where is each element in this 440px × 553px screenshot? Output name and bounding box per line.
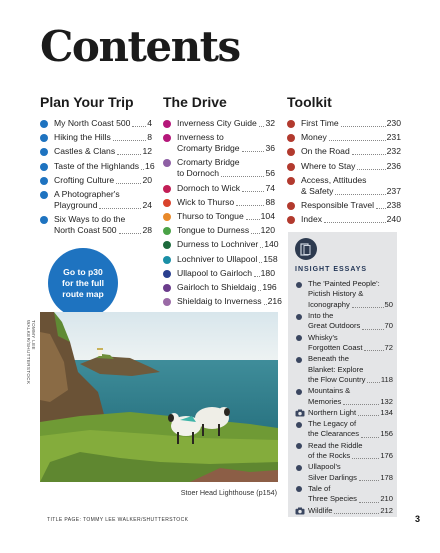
toc-entry-title: Gairloch to Shieldaig <box>177 281 257 292</box>
insight-page-number: 50 <box>384 299 393 309</box>
toc-entry-title: Inverness City Guide <box>177 118 257 128</box>
toc-entry-title: Taste of the Highlands <box>54 160 140 171</box>
dot-leader <box>361 437 379 438</box>
dot-leader <box>329 140 386 141</box>
toc-entry[interactable] <box>287 146 401 157</box>
toc-entry-title: Crofting Culture <box>54 174 115 185</box>
toc-page-number: 236 <box>386 160 401 171</box>
bullet-dot <box>287 120 295 128</box>
insight-essay-title: Great Outdoors <box>308 321 361 331</box>
toc-entry[interactable] <box>163 268 275 279</box>
bullet-dot <box>296 422 302 428</box>
insight-essay-entry[interactable] <box>295 279 393 310</box>
toc-entry[interactable] <box>163 183 275 194</box>
bullet-dot <box>287 148 295 156</box>
insight-essays-title: INSIGHT ESSAYS <box>295 266 368 273</box>
page-number: 3 <box>414 514 420 524</box>
toc-entry[interactable] <box>163 132 275 154</box>
bullet-dot <box>40 191 48 199</box>
toc-entry-title: Thurso to Tongue <box>177 210 244 221</box>
dot-leader <box>117 154 141 155</box>
title-page-credit: TITLE PAGE: TOMMY LEE WALKER/SHUTTERSTOCK <box>47 517 189 523</box>
insight-essay-entry[interactable] <box>295 386 393 407</box>
dot-leader <box>141 169 144 170</box>
toc-page-number: 232 <box>386 146 401 157</box>
dot-leader <box>260 247 263 248</box>
toc-entry-title: Tongue to Durness <box>177 225 250 236</box>
toc-entry-title: Castles & Clans <box>54 146 116 157</box>
bullet-dot <box>40 148 48 156</box>
insight-essay-title: Whisky's <box>308 332 338 342</box>
bullet-dot <box>296 443 302 449</box>
dot-leader <box>376 208 386 209</box>
insight-page-number: 212 <box>380 505 393 515</box>
toc-entry[interactable] <box>163 253 278 265</box>
toc-page-number: 240 <box>386 214 401 225</box>
drive-list <box>163 118 282 307</box>
toc-entry[interactable] <box>163 118 275 129</box>
bullet-dot <box>287 216 295 224</box>
toc-entry[interactable] <box>40 175 152 186</box>
section-heading: Toolkit <box>287 94 332 110</box>
bullet-dot <box>163 185 171 193</box>
insight-page-number: 176 <box>380 451 393 461</box>
toc-page-number: 36 <box>265 143 275 154</box>
toc-page-number: 12 <box>142 146 152 157</box>
insight-essay-entry[interactable] <box>295 354 393 385</box>
dot-leader <box>251 233 260 234</box>
insight-essay-title: Read the Riddle <box>308 440 363 450</box>
toc-entry-title: My North Coast 500 <box>54 118 131 128</box>
bullet-dot <box>296 357 302 363</box>
toc-entry[interactable] <box>163 197 275 208</box>
page-title: Contents <box>40 22 240 71</box>
route-map-callout-text: Go to p30 for the full route map <box>61 266 104 299</box>
insight-page-number: 132 <box>380 396 393 406</box>
toc-entry-title: Lochniver to Ullapool <box>177 253 258 264</box>
toc-entry[interactable] <box>40 146 152 157</box>
insight-essay-title: of the Rocks <box>308 451 351 461</box>
insight-essay-title: Silver Darlings <box>308 472 357 482</box>
dot-leader <box>259 262 262 263</box>
stoer-head-photo <box>40 312 278 482</box>
dot-leader <box>254 276 260 277</box>
toc-page-number: 4 <box>147 118 152 128</box>
dot-leader <box>258 290 261 291</box>
dot-leader <box>335 194 385 195</box>
toc-entry-title: Wick to Thurso <box>177 196 235 207</box>
toc-entry[interactable] <box>287 214 401 225</box>
bullet-dot <box>296 314 302 320</box>
toolkit-section <box>287 94 401 228</box>
dot-leader <box>357 169 385 170</box>
insight-essay-title: Iconography <box>308 299 350 309</box>
insight-essay-title: Forgotten Coast <box>308 343 363 353</box>
toc-page-number: 237 <box>386 185 401 196</box>
section-heading: The Drive <box>163 94 227 110</box>
section-heading: Plan Your Trip <box>40 94 134 110</box>
toc-entry[interactable] <box>163 225 275 236</box>
dot-leader <box>132 126 146 127</box>
toc-page-number: 28 <box>142 225 152 236</box>
insight-essay-entry[interactable] <box>295 419 393 440</box>
insight-essay-entry[interactable] <box>295 506 393 516</box>
dot-leader <box>259 126 265 127</box>
toc-page-number: 24 <box>142 199 152 210</box>
dot-leader <box>352 154 386 155</box>
insight-essay-entry[interactable] <box>295 311 393 332</box>
insight-essay-entry[interactable] <box>295 484 393 505</box>
route-map-callout[interactable] <box>48 248 118 318</box>
insight-essay-entry[interactable] <box>295 441 393 462</box>
toc-page-number: 8 <box>147 132 152 143</box>
dot-leader <box>242 191 264 192</box>
bullet-dot <box>40 163 48 171</box>
insight-page-number: 72 <box>384 343 393 353</box>
insight-essay-entry[interactable] <box>295 408 393 418</box>
dot-leader <box>358 415 379 416</box>
dot-leader <box>359 480 379 481</box>
bullet-dot <box>40 120 48 128</box>
toc-page-number: 231 <box>386 132 401 143</box>
toc-page-number: 32 <box>265 118 275 128</box>
toc-page-number: 74 <box>265 182 275 193</box>
dot-leader <box>119 233 142 234</box>
toc-page-number: 216 <box>267 296 282 307</box>
insight-page-number: 178 <box>380 472 393 482</box>
insight-page-number: 156 <box>380 429 393 439</box>
toc-entry-title: Money <box>301 132 327 143</box>
plan-your-trip-section <box>40 94 155 239</box>
toc-page-number: 196 <box>262 281 277 292</box>
bullet-dot <box>163 241 171 249</box>
insight-essay-entry[interactable] <box>295 462 393 483</box>
insight-essay-title: Tale of <box>308 483 331 493</box>
insight-essays-list <box>295 279 393 517</box>
bullet-dot <box>163 213 171 221</box>
toc-entry-title: A Photographer's <box>54 188 120 199</box>
dot-leader <box>116 183 141 184</box>
toc-entry-title: Hiking the Hills <box>54 132 111 143</box>
bullet-dot <box>296 486 302 492</box>
dot-leader <box>367 382 379 383</box>
dot-leader <box>364 350 383 351</box>
insight-essay-title: Pictish History & <box>308 289 364 299</box>
toc-entry[interactable] <box>163 239 279 250</box>
dot-leader <box>246 219 260 220</box>
bullet-dot <box>296 465 302 471</box>
toc-entry[interactable] <box>163 211 275 222</box>
toc-entry-title: Responsible Travel <box>301 199 375 210</box>
toc-entry-title: Six Ways to do the <box>54 214 126 225</box>
insight-essay-title: Three Species <box>308 494 357 504</box>
insight-essay-title: Northern Light <box>308 407 357 417</box>
toc-entry-title: Access, Attitudes <box>301 174 367 185</box>
toc-page-number: 104 <box>260 210 275 221</box>
toc-page-number: 158 <box>263 253 278 264</box>
insight-essay-title: Into the <box>308 311 334 321</box>
bullet-dot <box>40 134 48 142</box>
toc-entry[interactable] <box>287 175 401 197</box>
insight-essay-title: Blanket: Explore <box>308 364 364 374</box>
bullet-dot <box>287 177 295 185</box>
dot-leader <box>334 513 379 514</box>
dot-leader <box>99 208 141 209</box>
insight-page-number: 70 <box>384 321 393 331</box>
bullet-dot <box>40 216 48 224</box>
insight-essay-title: the Clearances <box>308 429 360 439</box>
bullet-dot <box>287 202 295 210</box>
toc-entry[interactable] <box>40 118 152 129</box>
toc-entry[interactable] <box>287 200 401 211</box>
toc-entry-title-cont: Playground <box>54 199 98 210</box>
toc-entry[interactable] <box>163 282 275 293</box>
toc-entry-title: Cromarty Bridge <box>177 157 240 168</box>
toc-entry-title-cont: North Coast 500 <box>54 225 117 236</box>
toc-entry-title: Inverness to <box>177 132 224 143</box>
dot-leader <box>362 329 383 330</box>
toc-entry-title: Durness to Lochniver <box>177 239 259 250</box>
book-icon <box>295 238 317 260</box>
dot-leader <box>359 502 379 503</box>
camera-icon <box>295 507 305 518</box>
toc-page-number: 120 <box>260 225 275 236</box>
bullet-dot <box>163 227 171 235</box>
toc-entry-title: Shieldaig to Inverness <box>177 296 262 307</box>
bullet-dot <box>163 256 171 264</box>
photo-credit: TOMMY LEE WALKER/SHUTTERSTOCK <box>26 320 36 385</box>
toc-page-number: 180 <box>260 267 275 278</box>
insight-essay-title: Wildlife <box>308 505 333 515</box>
the-drive-section <box>163 94 282 310</box>
toc-entry[interactable] <box>287 118 401 129</box>
toc-entry-title: First Time <box>301 118 339 128</box>
insight-essay-title: the Flow Country <box>308 375 366 385</box>
bullet-dot <box>163 134 171 142</box>
dot-leader <box>242 151 265 152</box>
bullet-dot <box>163 298 171 306</box>
insight-essay-title: Ullapool's <box>308 462 341 472</box>
bullet-dot <box>163 270 171 278</box>
dot-leader <box>352 458 379 459</box>
bullet-dot <box>287 163 295 171</box>
toc-entry[interactable] <box>287 161 401 172</box>
toc-page-number: 56 <box>265 168 275 179</box>
bullet-dot <box>296 282 302 288</box>
plan-list <box>40 118 155 236</box>
toc-entry[interactable] <box>40 160 155 172</box>
toc-entry-title-cont: to Dornoch <box>177 168 220 179</box>
toc-entry-title: Dornoch to Wick <box>177 182 241 193</box>
insight-essay-title: The 'Painted People': <box>308 279 380 288</box>
bullet-dot <box>287 134 295 142</box>
insight-page-number: 134 <box>380 407 393 417</box>
insight-essays-box <box>288 232 397 517</box>
dot-leader <box>264 304 267 305</box>
bullet-dot <box>163 199 171 207</box>
dot-leader <box>221 176 264 177</box>
dot-leader <box>236 205 264 206</box>
dot-leader <box>343 404 379 405</box>
toolkit-list <box>287 118 401 225</box>
toc-entry[interactable] <box>40 132 152 143</box>
bullet-dot <box>163 159 171 167</box>
bullet-dot <box>296 389 302 395</box>
insight-page-number: 210 <box>380 494 393 504</box>
insight-essay-title: Mountains & <box>308 386 351 396</box>
dot-leader <box>324 222 386 223</box>
toc-entry[interactable] <box>287 132 401 143</box>
toc-entry-title: Where to Stay <box>301 160 356 171</box>
toc-entry[interactable] <box>40 214 152 236</box>
bullet-dot <box>163 284 171 292</box>
toc-page-number: 20 <box>142 174 152 185</box>
bullet-dot <box>296 335 302 341</box>
bullet-dot <box>40 177 48 185</box>
insight-essay-entry[interactable] <box>295 333 393 354</box>
toc-entry-title-cont: Cromarty Bridge <box>177 143 240 154</box>
dot-leader <box>113 140 146 141</box>
toc-entry-title: Index <box>301 214 323 225</box>
toc-entry[interactable] <box>163 296 282 307</box>
insight-page-number: 118 <box>380 375 393 385</box>
toc-entry-title: Ullapool to Gairloch <box>177 267 252 278</box>
photo-caption: Stoer Head Lighthouse (p154) <box>180 488 277 497</box>
toc-page-number: 16 <box>145 160 155 171</box>
dot-leader <box>341 126 386 127</box>
insight-essay-title: Beneath the <box>308 354 349 364</box>
insight-essay-title: The Legacy of <box>308 419 357 429</box>
bullet-dot <box>163 120 171 128</box>
toc-entry-title: On the Road <box>301 146 350 157</box>
toc-entry-title-cont: & Safety <box>301 185 334 196</box>
toc-page-number: 230 <box>386 118 401 128</box>
insight-essay-title: Memories <box>308 396 342 406</box>
toc-page-number: 88 <box>265 196 275 207</box>
toc-page-number: 140 <box>264 239 279 250</box>
toc-page-number: 238 <box>386 199 401 210</box>
dot-leader <box>352 307 384 308</box>
toc-entry[interactable] <box>40 189 152 211</box>
toc-entry[interactable] <box>163 157 275 179</box>
